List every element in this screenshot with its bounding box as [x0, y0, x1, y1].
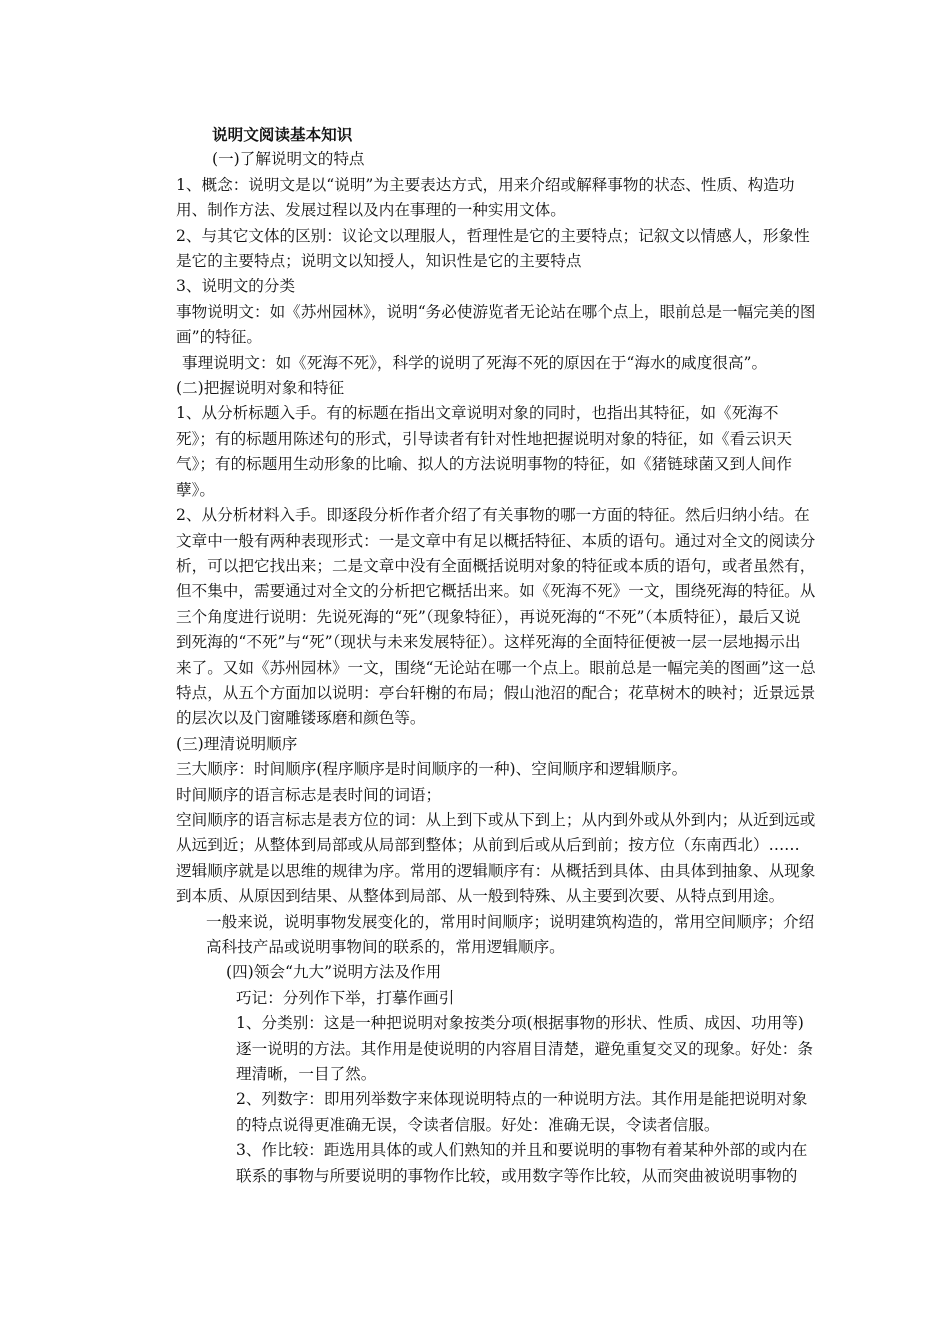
paragraph: 1、概念：说明文是以“说明”为主要表达方式，用来介绍或解释事物的状态、性质、构造功用、制作方法、发展过程以及内在事理的一种实用文体。	[176, 175, 795, 220]
document-body	[176, 122, 816, 1189]
mnemonic-line: 巧记：分列作下举，打摹作画引	[236, 988, 455, 1007]
paragraph: 3、作比较：距选用具体的或人们熟知的并且和要说明的事物有着某种外部的或内在联系的事物与所要说明的事物作比较，或用数字等作比较，从而突曲被说明事物的	[236, 1141, 808, 1185]
paragraph: 2、列数字：即用列举数字来体现说明特点的一种说明方法。其作用是能把说明对象的特点说得更准确无误，令读者信服。好处：准确无误，令读者信服。	[236, 1090, 808, 1134]
section-heading-1: (一)了解说明文的特点	[212, 150, 365, 169]
paragraph: 事物说明文：如《苏州园林》，说明“务必使游览者无论站在哪个点上，眼前总是一幅完美的图画”的特征。	[176, 302, 816, 347]
paragraph: 三大顺序：时间顺序(程序顺序是时间顺序的一种)、空间顺序和逻辑顺序。	[176, 760, 688, 779]
paragraph: 事理说明文：如《死海不死》，科学的说明了死海不死的原因在于“海水的咸度很高”。	[182, 353, 768, 372]
paragraph: 一般来说，说明事物发展变化的，常用时间顺序；说明建筑构造的，常用空间顺序；介绍高科技产品或说明事物间的联系的，常用逻辑顺序。	[206, 912, 815, 956]
paragraph: 2、与其它文体的区别：议论文以理服人，哲理性是它的主要特点；记叙文以情感人，形象性是它的主要特点；说明文以知授人，知识性是它的主要特点	[176, 226, 810, 271]
paragraph: 1、从分析标题入手。有的标题在指出文章说明对象的同时，也指出其特征，如《死海不死》；有的标题用陈述句的形式，引导读者有针对性地把握说明对象的特征，如《看云识天气》；有的标题用生动形象的比喻、拟人的方法说明事物的特征，如《猪链球菌又到人间作孽》。	[176, 404, 792, 499]
paragraph: 3、说明文的分类	[176, 277, 296, 296]
paragraph: 空间顺序的语言标志是表方位的词：从上到下或从下到上；从内到外或从外到内；从近到远或从远到近；从整体到局部或从局部到整体；从前到后或从后到前；按方位（东南西北）……	[176, 810, 816, 855]
document-title: 说明文阅读基本知识	[212, 125, 353, 144]
paragraph: 时间顺序的语言标志是表时间的词语；	[176, 785, 442, 804]
paragraph: 逻辑顺序就是以思维的规律为序。常用的逻辑顺序有：从概括到具体、由具体到抽象、从现象到本质、从原因到结果、从整体到局部、从一般到特殊、从主要到次要、从特点到用途。	[176, 861, 816, 906]
paragraph: 2、从分析材料入手。即逐段分析作者介绍了有关事物的哪一方面的特征。然后归纳小结。在文章中一般有两种表现形式：一是文章中有足以概括特征、本质的语句。通过对全文的阅读分析，可以把它找出来；二是文章中没有全面概括说明对象的特征或本质的语句，或者虽然有，但不集中，需要通过对全文的分析把它概括出来。如《死海不死》一文，围绕死海的特征。从三个角度进行说明：先说死海的“死”（现象特征），再说死海的“不死”（本质特征），最后又说到死海的“不死”与“死”（现状与未来发展特征）。这样死海的全面特征便被一层一层地揭示出来了。又如《苏州园林》一文，围绕“无论站在哪一个点上。眼前总是一幅完美的图画”这一总特点，从五个方面加以说明：亭台轩榭的布局；假山池沼的配合；花草树木的映衬；近景远景的层次以及门窗雕镂琢磨和颜色等。	[176, 506, 816, 728]
section-heading-3: (三)理清说明顺序	[176, 734, 298, 753]
section-heading-4: (四)领会“九大”说明方法及作用	[226, 963, 442, 982]
section-heading-2: (二)把握说明对象和特征	[176, 379, 345, 398]
paragraph: 1、分类别：这是一种把说明对象按类分项(根据事物的形状、性质、成因、功用等)逐一说明的方法。其作用是使说明的内容眉目清楚，避免重复交叉的现象。好处：条理清晰，一目了然。	[236, 1014, 813, 1084]
